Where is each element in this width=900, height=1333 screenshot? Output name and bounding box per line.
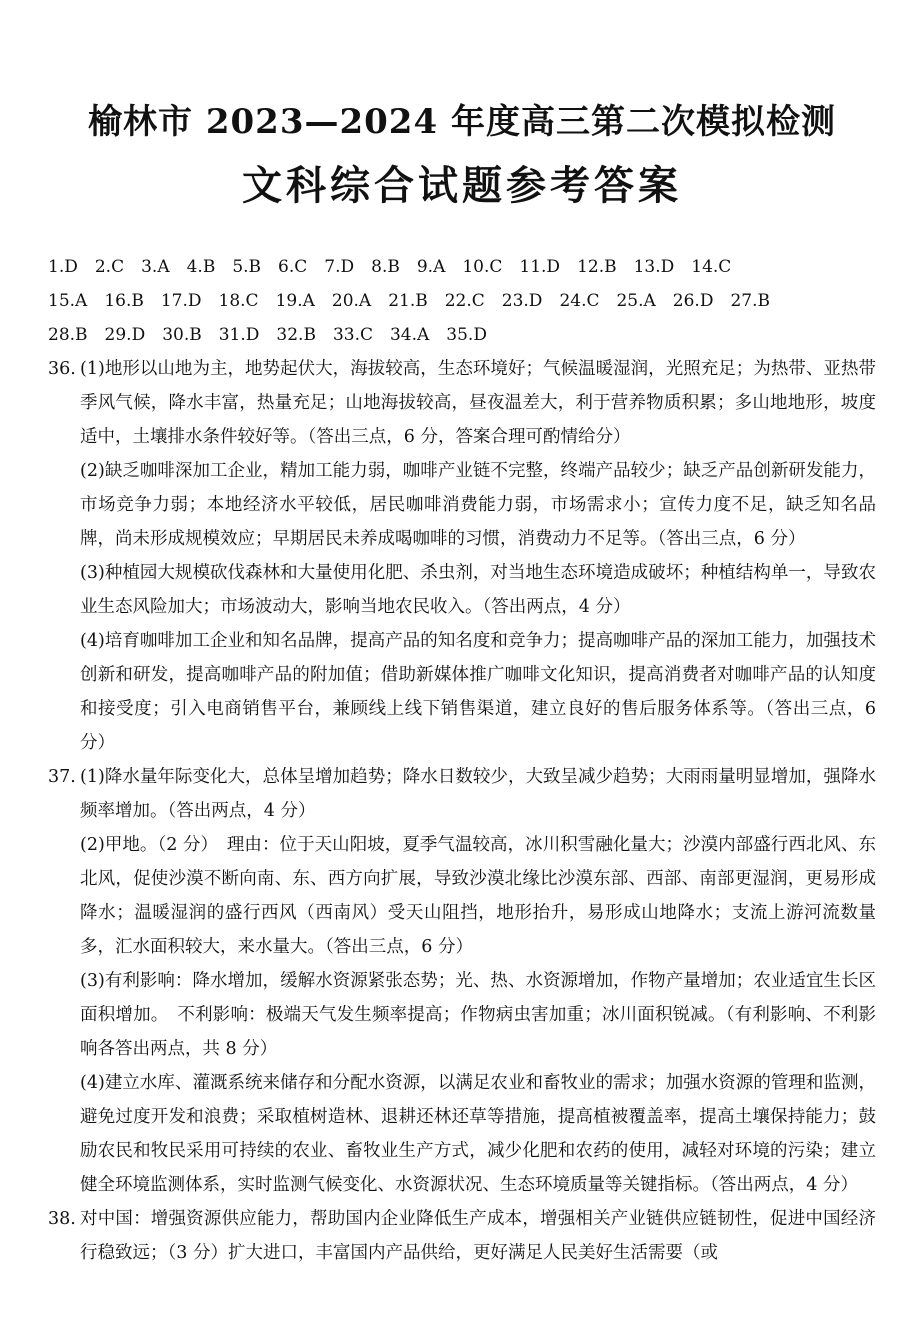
mc-answer: 34.A (389, 325, 430, 345)
q38-part-1: 对中国：增强资源供应能力，帮助国内企业降低生产成本，增强相关产业链供应链韧性，促进中国经济行稳致远；（3 分）扩大进口，丰富国内产品供给，更好满足人民美好生活需要（或 (80, 1209, 876, 1263)
mc-answer: 4.B (186, 257, 216, 277)
mc-answer: 8.B (371, 257, 400, 277)
mc-row-3 (48, 318, 876, 352)
mc-answer: 16.B (104, 291, 144, 311)
q37-part-1: (1)降水量年际变化大，总体呈增加趋势；降水日数较少，大致呈减少趋势；大雨雨量明显增加，强降水频率增加。（答出两点，4 分） (80, 767, 876, 821)
mc-answer: 18.C (218, 291, 259, 311)
mc-answer: 31.D (218, 325, 260, 345)
q36-part-3: (3)种植园大规模砍伐森林和大量使用化肥、杀虫剂，对当地生态环境造成破坏；种植结构单一，导致农业生态风险加大；市场波动大，影响当地农民收入。（答出两点，4 分） (80, 563, 876, 617)
mc-answer: 17.D (160, 291, 202, 311)
document-subtitle: 文科综合试题参考答案 (242, 162, 682, 209)
question-number: 36. (48, 359, 76, 379)
mc-answer: 22.C (444, 291, 485, 311)
mc-answer: 10.C (462, 257, 503, 277)
mc-answer: 35.D (446, 325, 487, 345)
mc-answer: 27.B (730, 291, 770, 311)
mc-answer: 15.A (48, 291, 88, 311)
mc-answer: 24.C (559, 291, 600, 311)
mc-answer: 2.C (94, 257, 125, 277)
mc-answer: 20.A (331, 291, 372, 311)
mc-answer: 1.D (48, 257, 78, 277)
mc-answer: 3.A (141, 257, 170, 277)
mc-answer: 5.B (232, 257, 262, 277)
question-36 (48, 352, 876, 760)
mc-answer: 6.C (278, 257, 308, 277)
mc-answer: 14.C (691, 257, 732, 277)
mc-row-2 (48, 284, 876, 318)
mc-row-1 (48, 250, 876, 284)
mc-answer: 32.B (276, 325, 316, 345)
mc-answer: 19.A (275, 291, 315, 311)
document-title: 榆林市 2023—2024 年度高三第二次模拟检测 (88, 102, 836, 142)
mc-answer: 28.B (48, 325, 88, 345)
question-number: 37. (48, 767, 76, 787)
q36-part-2: (2)缺乏咖啡深加工企业，精加工能力弱，咖啡产业链不完整，终端产品较少；缺乏产品创新研发能力，市场竞争力弱；本地经济水平较低，居民咖啡消费能力弱，市场需求小；宣传力度不足，缺乏知名品牌，尚未形成规模效应；早期居民未养成喝咖啡的习惯，消费动力不足等。（答出三点，6 分） (80, 461, 876, 549)
mc-answer: 23.D (501, 291, 543, 311)
question-38 (48, 1202, 876, 1270)
mc-answer: 30.B (162, 325, 202, 345)
q37-part-4: (4)建立水库、灌溉系统来储存和分配水资源，以满足农业和畜牧业的需求；加强水资源的管理和监测，避免过度开发和浪费；采取植树造林、退耕还林还草等措施，提高植被覆盖率，提高土壤保持能力；鼓励农民和牧民采用可持续的农业、畜牧业生产方式，减少化肥和农药的使用，减轻对环境的污染；建立健全环境监测体系，实时监测气候变化、水资源状况、生态环境质量等关键指标。（答出两点，4 分） (80, 1073, 876, 1195)
question-37 (48, 760, 876, 1202)
mc-answer: 21.B (388, 291, 428, 311)
q37-part-3: (3)有利影响：降水增加，缓解水资源紧张态势；光、热、水资源增加，作物产量增加；农业适宜生长区面积增加。 不利影响：极端天气发生频率提高；作物病虫害加重；冰川面积锐减。（有利影响、不利影响各答出两点，共 8 分） (80, 971, 876, 1059)
q36-part-1: (1)地形以山地为主，地势起伏大，海拔较高，生态环境好；气候温暖湿润，光照充足；为热带、亚热带季风气候，降水丰富，热量充足；山地海拔较高，昼夜温差大，利于营养物质积累；多山地地形，坡度适中，土壤排水条件较好等。（答出三点，6 分，答案合理可酌情给分） (80, 359, 876, 447)
multiple-choice-answers (48, 250, 876, 352)
mc-answer: 12.B (577, 257, 617, 277)
mc-answer: 7.D (324, 257, 355, 277)
q37-part-2: (2)甲地。（2 分） 理由：位于天山阳坡，夏季气温较高，冰川积雪融化量大；沙漠内部盛行西北风、东北风，促使沙漠不断向南、东、西方向扩展，导致沙漠北缘比沙漠东部、西部、南部更湿润，更易形成降水；温暖湿润的盛行西风（西南风）受天山阻挡，地形抬升，易形成山地降水；支流上游河流数量多，汇水面积较大，来水量大。（答出三点，6 分） (80, 835, 876, 957)
mc-answer: 26.D (672, 291, 714, 311)
mc-answer: 33.C (332, 325, 373, 345)
mc-answer: 13.D (633, 257, 675, 277)
mc-answer: 25.A (616, 291, 656, 311)
mc-answer: 11.D (519, 257, 561, 277)
mc-answer: 9.A (416, 257, 446, 277)
mc-answer: 29.D (104, 325, 146, 345)
question-number: 38. (48, 1209, 76, 1229)
q36-part-4: (4)培育咖啡加工企业和知名品牌，提高产品的知名度和竞争力；提高咖啡产品的深加工能力，加强技术创新和研发，提高咖啡产品的附加值；借助新媒体推广咖啡文化知识，提高消费者对咖啡产品的认知度和接受度；引入电商销售平台，兼顾线上线下销售渠道，建立良好的售后服务体系等。（答出三点，6 分） (80, 631, 876, 753)
